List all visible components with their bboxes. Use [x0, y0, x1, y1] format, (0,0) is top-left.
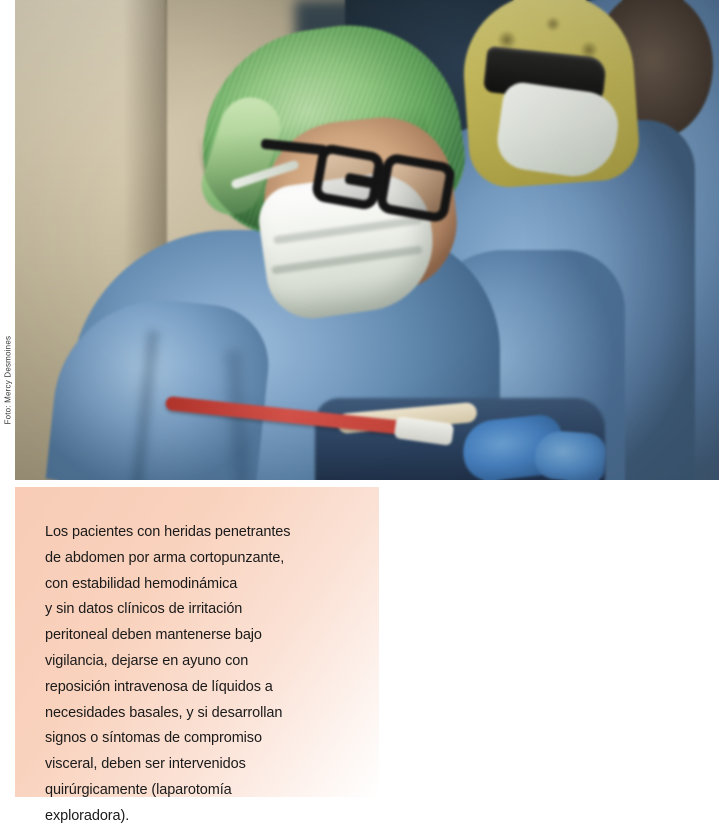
gloved-hand-two	[533, 430, 606, 480]
caption-line: de abdomen por arma cortopunzante,	[45, 549, 285, 566]
glasses-right-lens	[375, 152, 456, 224]
caption-line: y sin datos clínicos de irritación	[45, 601, 243, 618]
caption-line: Los pacientes con heridas penetrantes	[45, 524, 291, 540]
photo-credit-strip	[0, 0, 15, 480]
caption-line: exploradora).	[45, 807, 130, 824]
caption-text	[45, 520, 345, 830]
page-margin-right	[379, 480, 719, 797]
caption-line: vigilancia, dejarse en ayuno con	[45, 652, 249, 669]
photo-credit-text: Foto: Mercy Desmoines	[3, 335, 13, 425]
surgery-photograph	[15, 0, 719, 480]
caption-line: con estabilidad hemodinámica	[45, 575, 238, 592]
page-margin-left	[0, 480, 15, 797]
caption-line: reposición intravenosa de líquidos a	[45, 678, 273, 695]
caption-line: signos o síntomas de compromiso	[45, 730, 262, 747]
caption-line: peritoneal deben mantenerse bajo	[45, 627, 262, 644]
caption-line: necesidades basales, y si desarrollan	[45, 704, 283, 721]
caption-line: quirúrgicamente (laparotomía	[45, 781, 232, 798]
caption-panel	[15, 487, 379, 824]
caption-line: visceral, deben ser intervenidos	[45, 756, 246, 773]
